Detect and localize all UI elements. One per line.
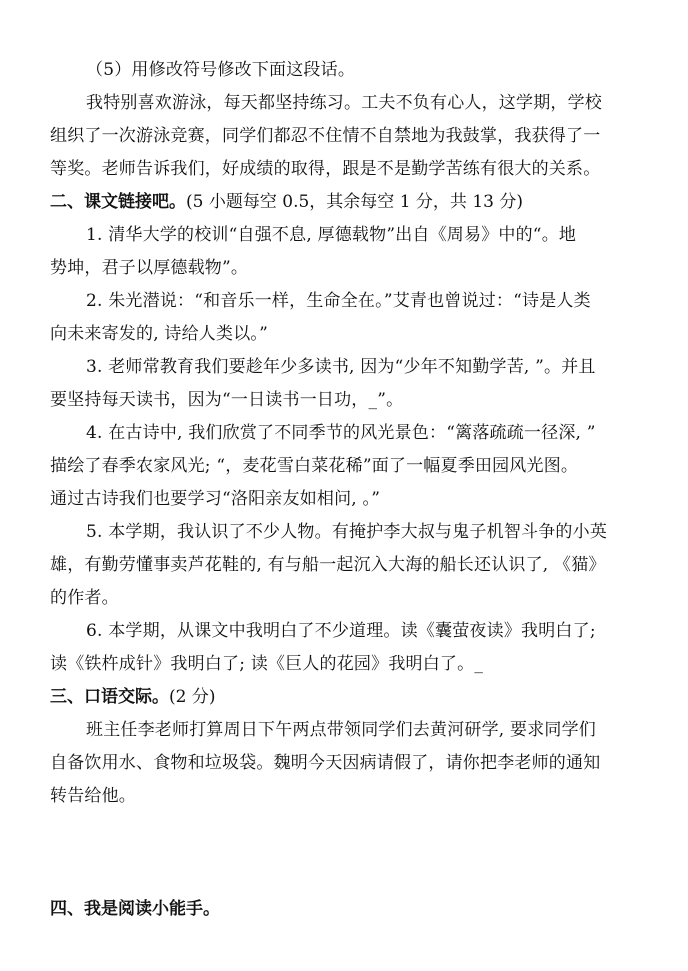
section2-q6-line-2: 读《铁杵成针》我明白了; 读《巨人的花园》我明白了。_ (50, 654, 484, 674)
section2-q5-line-2: 雄，有勤劳懂事卖芦花鞋的, 有与船一起沉入大海的船长还认识了, 《猫》 (50, 555, 606, 575)
section2-q4-line-1: 4. 在古诗中, 我们欣赏了不同季节的风光景色：“篱落疏疏一径深, ” (86, 423, 596, 443)
section2-q2-line-2: 向未来寄发的, 诗给人类以。” (50, 324, 268, 344)
section2-title: 二、课文链接吧。 (50, 192, 186, 212)
section3-line-1: 班主任李老师打算周日下午两点带领同学们去黄河研学, 要求同学们 (86, 720, 597, 740)
section3-title: 三、口语交际。 (50, 687, 169, 707)
item5-prompt: （5）用修改符号修改下面这段话。 (86, 60, 356, 80)
section2-q3-line-2: 要坚持每天读书，因为“一日读书一日功，_”。 (50, 390, 404, 410)
section3-heading (50, 681, 642, 714)
section3-line-2: 自备饮用水、食物和垃圾袋。魏明今天因病请假了，请你把李老师的通知 (50, 753, 601, 773)
section2-q3-line-1: 3. 老师常教育我们要趁年少多读书, 因为“少年不知勤学苦, ”。并且 (86, 357, 596, 377)
item5-paragraph-line-2: 组织了一次游泳竞赛，同学们都忍不住情不自禁地为我鼓掌，我获得了一 (50, 126, 601, 146)
section2-q4-line-2: 描绘了春季农家风光; “，麦花雪白菜花稀”面了一幅夏季田园风光图。 (50, 456, 579, 476)
item5-paragraph-line-1: 我特别喜欢游泳，每天都坚持练习。工夫不负有心人，这学期，学校 (86, 93, 602, 113)
section2-q6-line-1: 6. 本学期，从课文中我明白了不少道理。读《囊萤夜读》我明白了; (86, 621, 596, 641)
section3-score-note: (2 分) (169, 687, 216, 707)
section2-q2-line-1: 2. 朱光潜说：“和音乐一样，生命全在。”艾青也曾说过：“诗是人类 (86, 291, 591, 311)
section2-heading (50, 186, 642, 219)
section2-q5-line-1: 5. 本学期，我认识了不少人物。有掩护李大叔与鬼子机智斗争的小英 (86, 522, 608, 542)
section2-q1-line-1: 1. 清华大学的校训“自强不息, 厚德载物”出自《周易》中的“。地 (86, 225, 577, 245)
answer-space (50, 813, 642, 893)
item5-paragraph-line-3: 等奖。老师告诉我们，好成绩的取得，跟是不是勤学苦练有很大的关系。 (50, 159, 601, 179)
section2-q1-line-2: 势坤，君子以厚德载物”。 (50, 258, 249, 278)
section2-q5-line-3: 的作者。 (50, 588, 119, 608)
section4-heading: 四、我是阅读小能手。 (50, 899, 220, 919)
section2-score-note: (5 小题每空 0.5，其余每空 1 分，共 13 分) (186, 192, 523, 212)
section2-q4-line-3: 通过古诗我们也要学习“洛阳亲友如相问, 。” (50, 489, 381, 509)
section3-line-3: 转告给他。 (50, 786, 136, 806)
